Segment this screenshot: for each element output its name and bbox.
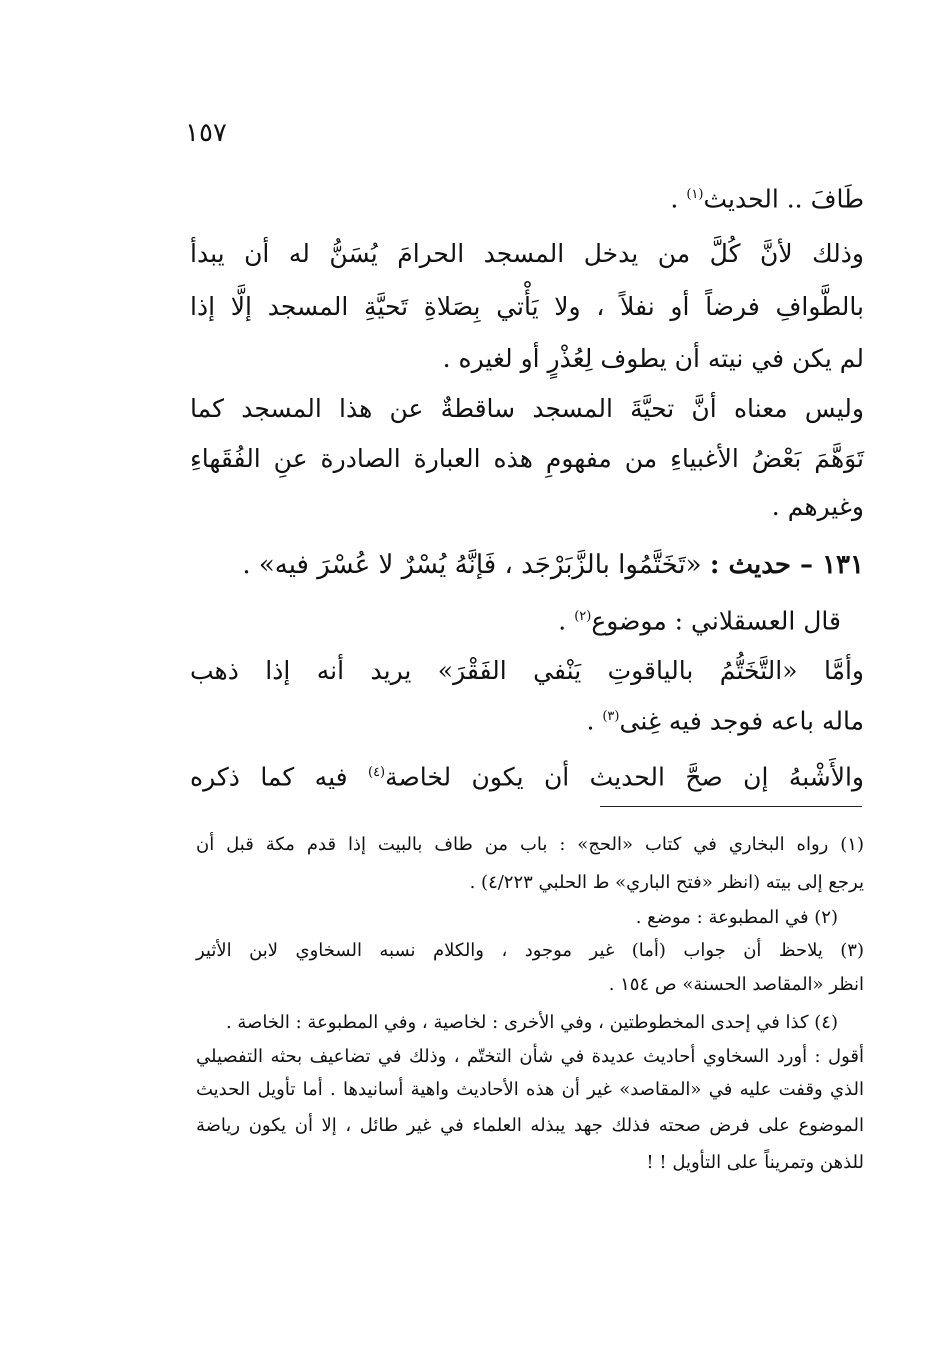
- body-line-3: بالطَّوافِ فرضاً أو نفلاً ، ولا يَأْتي بِصَلاةِ تَحيَّةِ المسجد إلَّا إذا: [190, 292, 864, 321]
- footnote-1-line-2: يرجع إلى بيته (انظر «فتح الباري» ط الحلبي ٤/٢٢٣) .: [469, 872, 864, 893]
- footnote-1-line-1: (١) رواه البخاري في كتاب «الحج» : باب من طاف بالبيت إذا قدم مكة قبل أن: [196, 834, 864, 855]
- body-line-1: طَافَ .. الحديث$^{(١)}$ .: [670, 184, 864, 214]
- body-line-9: قال العسقلاني : موضوع$^{(٢)}$ .: [558, 606, 841, 636]
- footnote-2: (٢) في المطبوعة : موضع .: [635, 907, 838, 928]
- footnote-separator: [600, 806, 862, 807]
- body-line-12: والأَشْبهُ إن صحَّ الحديث أن يكون لخاصة$^{(٤)}$ فيه كما ذكره: [190, 762, 865, 792]
- footnote-4-line-4: الموضوع على فرض صحته فذلك جهد يبذله العلماء في غير طائل ، إلا أن يكون رياضة: [196, 1115, 864, 1136]
- body-line-11: ماله باعه فوجد فيه غِنى$^{(٣)}$ .: [586, 706, 864, 736]
- body-line-7: وغيرهم .: [771, 492, 864, 521]
- footnote-ref-3: (٣): [602, 709, 620, 724]
- footnote-ref-1: (١): [686, 187, 704, 202]
- footnote-4-line-1: (٤) كذا في إحدى المخطوطتين ، وفي الأخرى : لخاصية ، وفي المطبوعة : الخاصة .: [225, 1012, 838, 1033]
- hadith-number: ١٣١ – حديث :: [709, 550, 864, 580]
- page-number: ١٥٧: [185, 118, 227, 148]
- body-line-5: وليس معناه أنَّ تحيَّةَ المسجد ساقطةٌ عن هذا المسجد كما: [190, 394, 864, 423]
- footnote-4-line-5: للذهن وتمريناً على التأويل ! !: [646, 1152, 864, 1173]
- body-line-10: وأمَّا «التَّخَتُّمُ بالياقوتِ يَنْفي الفَقْرَ» يريد أنه إذا ذهب: [190, 656, 864, 685]
- footnote-4-line-3: الذي وقفت عليه في «المقاصد» غير أن هذه الأحاديث واهية أسانيدها . أما تأويل الحديث: [196, 1079, 864, 1100]
- footnote-4-line-2: أقول : أورد السخاوي أحاديث عديدة في شأن التختّم ، وذلك في تضاعيف بحثه التفصيلي: [196, 1046, 864, 1067]
- hadith-text: «تَخَتَّمُوا بالزَّبَرْجَد ، فَإنَّهُ يُسْرٌ لا عُسْرَ فيه» .: [242, 550, 710, 580]
- footnote-3-line-2: انظر «المقاصد الحسنة» ص ١٥٤ .: [608, 974, 864, 995]
- hadith-heading-131: [242, 548, 864, 582]
- footnote-ref-2: (٢): [574, 609, 592, 624]
- body-line-2: وذلك لأنَّ كُلَّ من يدخل المسجد الحرامَ يُسَنُّ له أن يبدأ: [190, 239, 864, 268]
- body-line-4: لم يكن في نيته أن يطوف لِعُذْرٍ أو لغيره .: [442, 344, 864, 373]
- footnote-3-line-1: (٣) يلاحظ أن جواب (أما) غير موجود ، والكلام نسبه السخاوي لابن الأثير: [196, 940, 864, 961]
- footnote-ref-4: (٤): [367, 765, 386, 780]
- body-line-6: تَوَهَّمَ بَعْضُ الأغبياءِ من مفهومِ هذه العبارة الصادرة عنِ الفُقَهاءِ: [190, 444, 864, 473]
